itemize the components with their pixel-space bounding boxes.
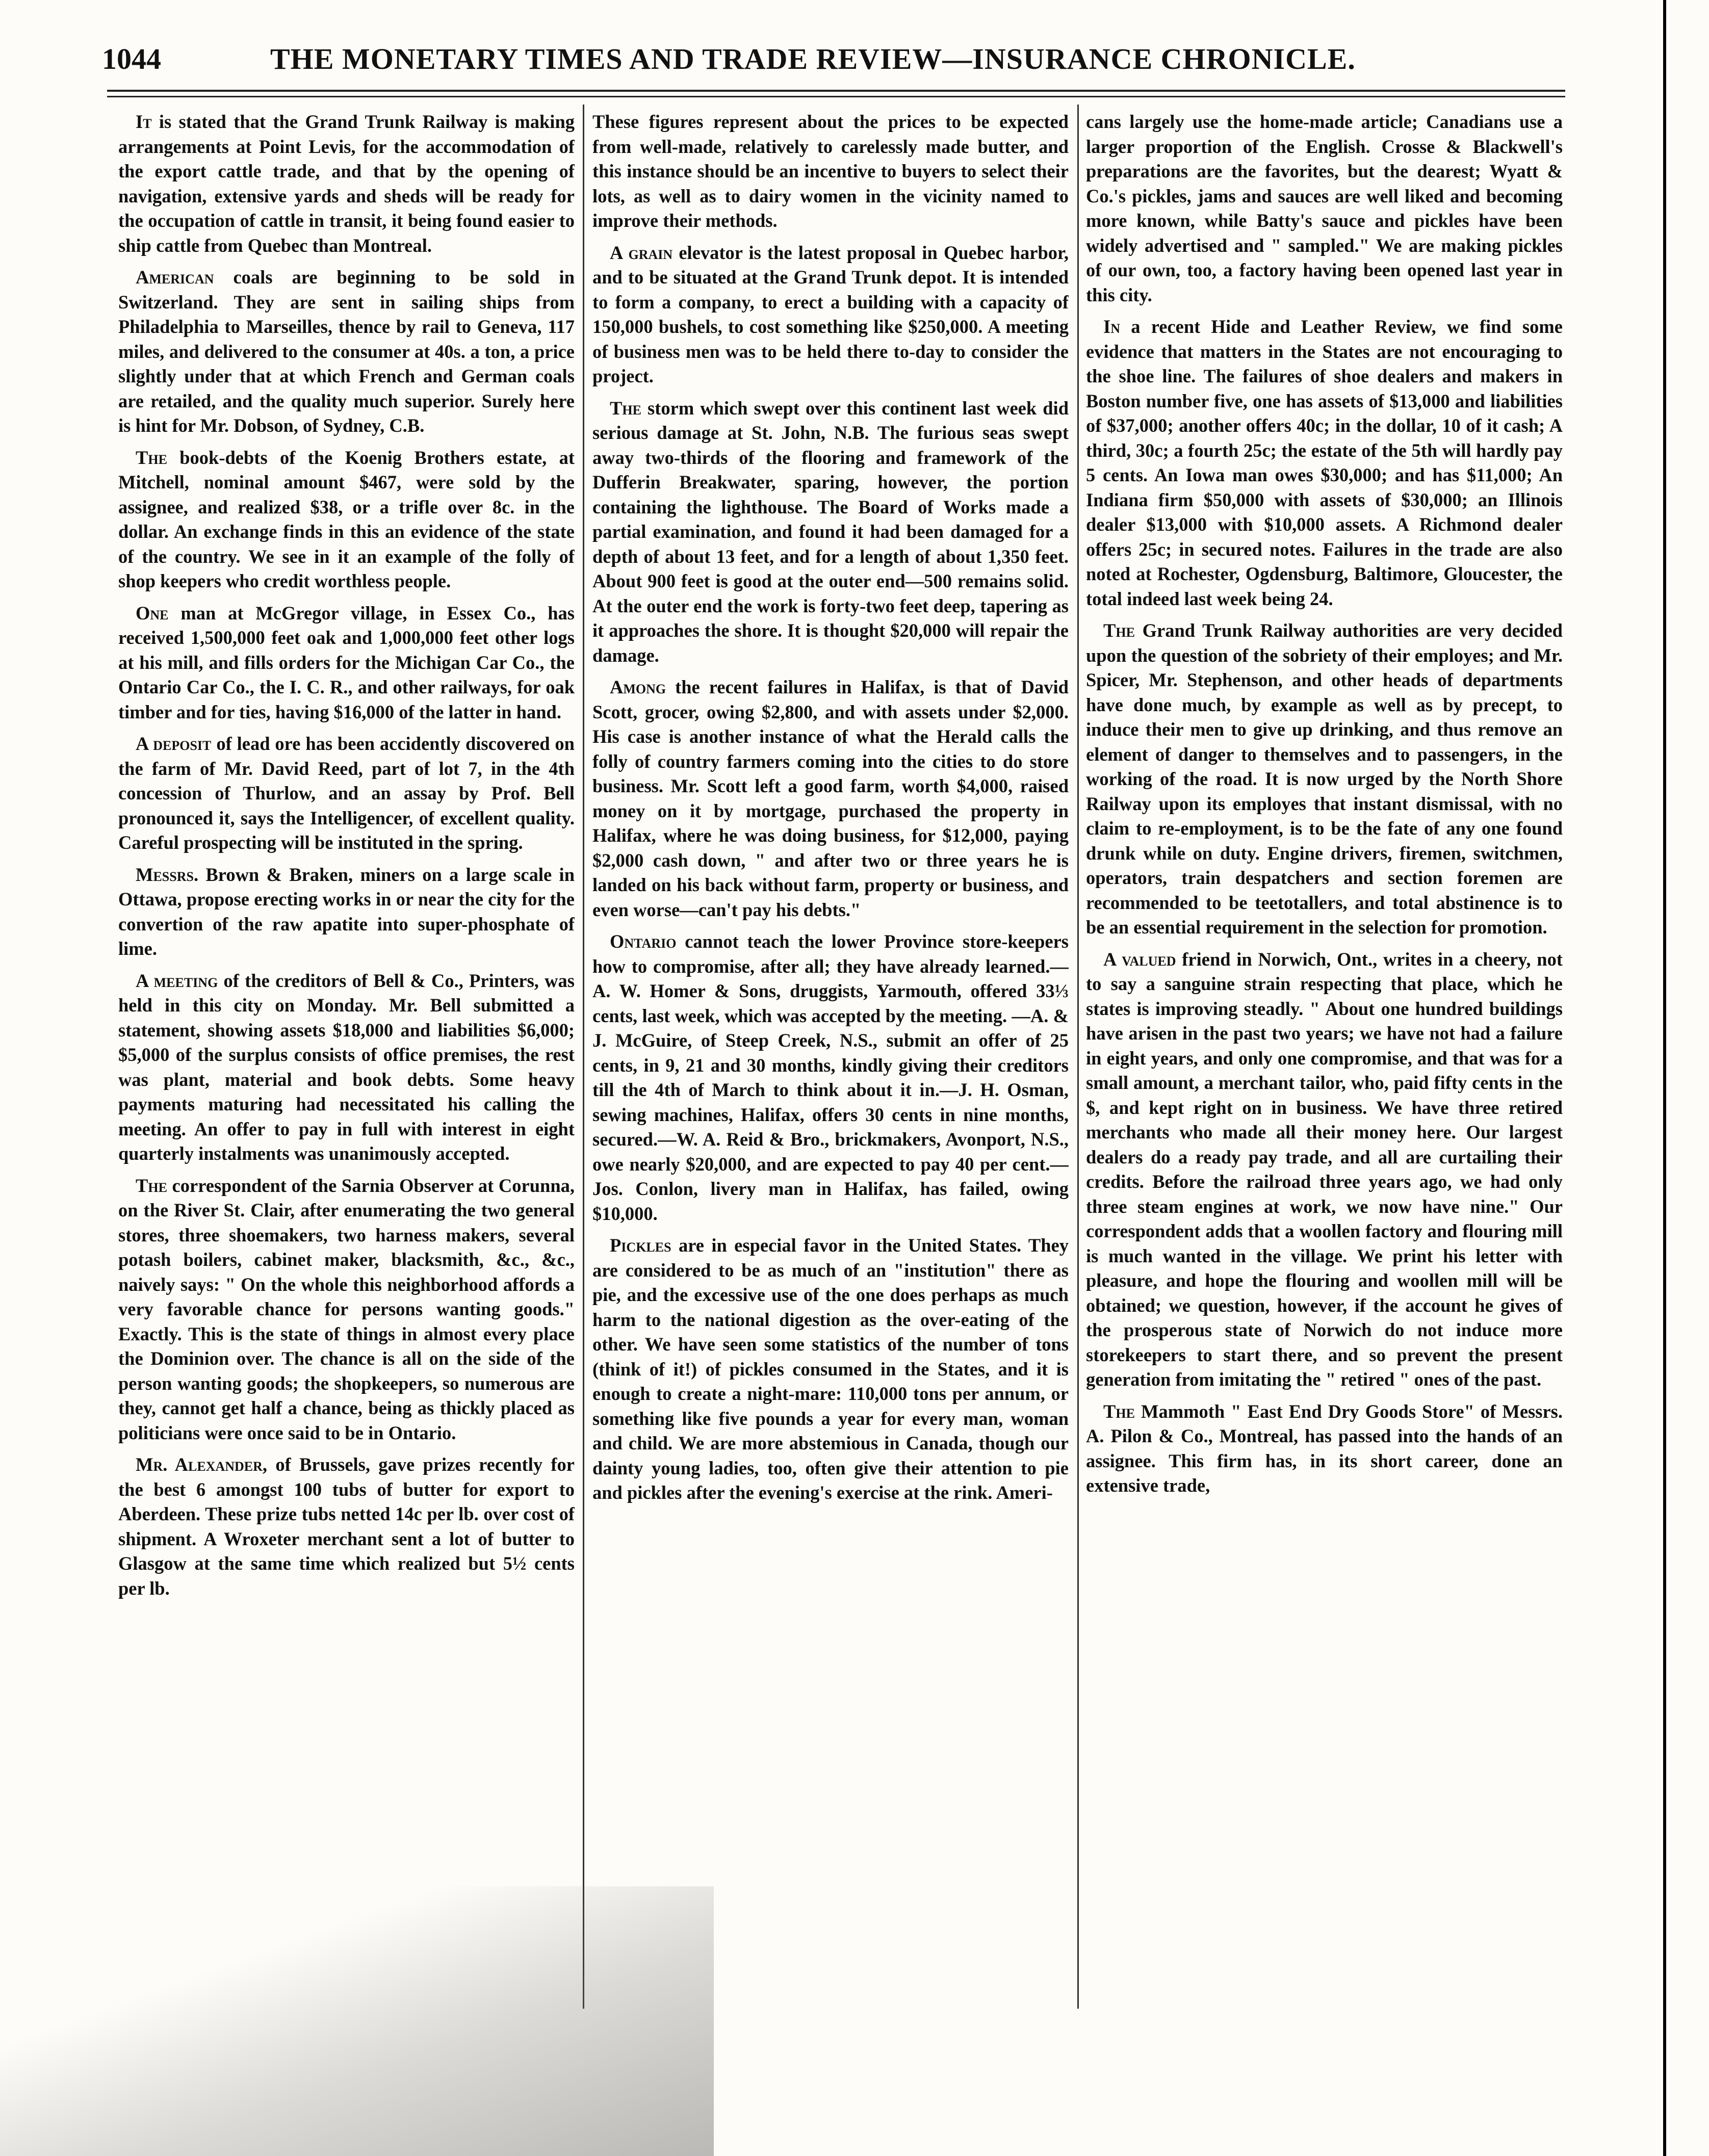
article-paragraph <box>118 1452 575 1601</box>
article-paragraph <box>592 1233 1069 1505</box>
article-paragraph <box>592 396 1069 668</box>
column-3 <box>1086 110 1563 2006</box>
article-paragraph <box>118 110 575 258</box>
paragraph-lead: A grain <box>610 242 673 263</box>
article-paragraph <box>1086 947 1563 1392</box>
paragraph-text: cans largely use the home-made article; Canadians use a larger proportion of the English. Crosse & Blackwell's preparations are the favorites, but the dearest; Wyatt & Co.'s pickles, jams and sauces are well liked and becoming more known, while Batty's sauce and pickles have been widely advertised and " sampled." We are making pickles of our own, too, a factory having been opened last year in this city. <box>1086 111 1563 305</box>
paragraph-text: friend in Norwich, Ont., writes in a cheery, not to say a sanguine strain respecting that place, which he states is improving steadly. " About one hundred buildings have arisen in the past two years; we have not had a failure in eight years, and only one compromise, and that was for a small amount, a merchant tailor, who, paid fifty cents in the $, and kept right on in business. We have three retired merchants who made all their money here. Our largest dealers do a ready pay trade, and all are curtailing their credits. Before the railroad three years ago, we had only three steam engines at work, we now have nine." Our correspondent adds that a woollen factory and flouring mill is much wanted in the village. We print his letter with pleasure, and hope the flouring and woollen mill will be obtained; we question, however, if the account he gives of the prosperous state of Norwich do not induce more storekeepers to start there, and so prevent the present generation from imitating the " retired " ones of the past. <box>1086 948 1563 1390</box>
paragraph-lead: A valued <box>1103 948 1176 970</box>
paragraph-text: of the creditors of Bell & Co., Printers, was held in this city on Monday. Mr. Bell submitted a statement, showing assets $18,000 and liabilities $6,000; $5,000 of the surplus consists of office premises, the rest was plant, material and book debts. Some heavy payments maturing had necessitated his calling the meeting. An offer to pay in full with interest in eight quarterly instalments was unanimously accepted. <box>118 970 575 1164</box>
article-paragraph <box>118 265 575 438</box>
paragraph-text: are in especial favor in the United States. They are considered to be as much of an "institution" there as pie, and the excessive use of the one does perhaps as much harm to the national digestion as the over-eating of the other. We have seen some statistics of the number of tons (think of it!) of pickles consumed in the States, and it is enough to create a night-mare: 110,000 tons per annum, or something like five pounds a year for every man, woman and child. We are more abstemious in Canada, though our dainty young ladies, too, often give their attention to pie and pickles after the evening's exercise at the rink. Ameri- <box>592 1235 1069 1503</box>
paragraph-lead: The <box>136 447 167 468</box>
column-1 <box>118 110 575 2006</box>
paragraph-text: coals are beginning to be sold in Switzerland. They are sent in sailing ships from Philadelphia to Marseilles, thence by rail to Geneva, 117 miles, and delivered to the consumer at 40s. a ton, a price slightly under that at which French and German coals are retailed, and the quality much superior. Surely here is hint for Mr. Dobson, of Sydney, C.B. <box>118 267 575 436</box>
paragraph-lead: Pickles <box>610 1235 671 1256</box>
column-2 <box>592 110 1069 2006</box>
page-edge <box>1663 0 1666 2156</box>
paragraph-text: of lead ore has been accidently discovered on the farm of Mr. David Reed, part of lot 7, in the 4th concession of Thurlow, and an assay by Prof. Bell pronounced it, says the Intelligencer, of excellent quality. Careful prospecting will be instituted in the spring. <box>118 733 575 853</box>
paragraph-text: Mammoth " East End Dry Goods Store" of Messrs. A. Pilon & Co., Montreal, has passed into the hands of an assignee. This firm has, in its short career, done an extensive trade, <box>1086 1400 1563 1496</box>
paragraph-text: cannot teach the lower Province store-keepers how to compromise, after all; they have already learned.—A. W. Homer & Sons, druggists, Yarmouth, offered 33⅓ cents, last week, which was accepted by the meeting. —A. & J. McGuire, of Steep Creek, N.S., submit an offer of 25 cents, in 9, 21 and 30 months, kindly giving their creditors till the 4th of March to think about it in.—J. H. Osman, sewing machines, Halifax, offers 30 cents in nine months, secured.—W. A. Reid & Bro., brickmakers, Avonport, N.S., owe nearly $20,000, and are expected to pay 40 per cent.—Jos. Conlon, livery man in Halifax, has failed, owing $10,000. <box>592 931 1069 1224</box>
paragraph-text: man at McGregor village, in Essex Co., has received 1,500,000 feet oak and 1,000,000 feet other logs at his mill, and fills orders for the Michigan Car Co., the Ontario Car Co., the I. C. R., and other railways, for oak timber and for ties, having $16,000 of the latter in hand. <box>118 602 575 722</box>
article-paragraph <box>118 446 575 594</box>
paragraph-lead: Among <box>610 677 666 697</box>
article-paragraph <box>1086 1399 1563 1498</box>
paragraph-text: Brown & Braken, miners on a large scale in Ottawa, propose erecting works in or near the city for the convertion of the raw apatite into super-phosphate of lime. <box>118 864 575 959</box>
header-rule <box>107 90 1565 92</box>
paragraph-lead: One <box>136 602 169 624</box>
article-paragraph <box>1086 315 1563 611</box>
paragraph-text: , of Brussels, gave prizes recently for the best 6 amongst 100 tubs of butter for export to Aberdeen. These prize tubs netted 14c per lb. over cost of shipment. A Wroxeter merchant sent a lot of butter to Glasgow at the same time which realized but 5½ cents per lb. <box>118 1454 575 1599</box>
paragraph-lead: It <box>136 111 152 132</box>
article-paragraph <box>118 969 575 1166</box>
article-paragraph <box>592 675 1069 922</box>
paragraph-lead: A meeting <box>136 970 218 991</box>
article-paragraph <box>1086 618 1563 940</box>
header-rule-thin <box>107 96 1565 97</box>
paragraph-text: correspondent of the Sarnia Observer at Corunna, on the River St. Clair, after enumerating the two general stores, three shoemakers, two harness makers, several potash boilers, cabinet maker, blacksmith, &c., &c., naively says: " On the whole this neighborhood affords a very favorable chance for persons wanting goods." Exactly. This is the state of things in almost every place the Dominion over. The chance is all on the side of the person wanting goods; the shopkeepers, so numerous are they, cannot get half a chance, being as thickly placed as politicians were once said to be in Ontario. <box>118 1175 575 1443</box>
article-paragraph <box>592 929 1069 1226</box>
paragraph-text: storm which swept over this continent last week did serious damage at St. John, N.B. The furious seas swept away two-thirds of the flooring and framework of the Dufferin Breakwater, sparing, however, the portion containing the lighthouse. The Board of Works made a partial examination, and found it had been damaged for a depth of about 13 feet, and for a length of about 1,350 feet. About 900 feet is good at the outer end—500 remains solid. At the outer end the work is forty-two feet deep, tapering as it approaches the shore. It is thought $20,000 will repair the damage. <box>592 397 1069 666</box>
paragraph-text: Grand Trunk Railway authorities are very decided upon the question of the sobriety of their employes; and Mr. Spicer, Mr. Stephenson, and other heads of departments have done much, by example as well as by precept, to induce their men to give up drinking, and thus remove an element of danger to themselves and to passengers, in the working of the road. It is now urged by the North Shore Railway upon its employes that instant dismissal, with no claim to re-employment, is to be the fate of any one found drunk while on duty. Engine drivers, firemen, switchmen, operators, train despatchers and section foremen are recommended to be teetotallers, and total abstinence is to be an essential requirement in the selection for promotion. <box>1086 620 1563 938</box>
paragraph-lead: Mr. Alexander <box>136 1454 263 1475</box>
paragraph-text: a recent Hide and Leather Review, we find some evidence that matters in the States are not encouraging to the shoe line. The failures of shoe dealers and makers in Boston number five, one has assets of $13,000 and liabilities of $37,000; another offers 40c; in the dollar, 10 of it cash; A third, 30c; a fourth 25c; the estate of the 5th will hardly pay 5 cents. An Iowa man owes $30,000; and has $11,000; An Indiana firm $50,000 with assets of $30,000; an Illinois dealer $13,000 with $10,000 assets. A Richmond dealer offers 25c; in secured notes. Failures in the trade are also noted at Rochester, Ogdensburg, Baltimore, Gloucester, the total indeed last week being 24. <box>1086 316 1563 609</box>
article-paragraph <box>118 863 575 962</box>
article-paragraph <box>118 601 575 725</box>
paragraph-lead: The <box>1103 620 1135 641</box>
paragraph-lead: The <box>136 1175 167 1196</box>
article-paragraph <box>118 732 575 855</box>
journal-title: THE MONETARY TIMES AND TRADE REVIEW—INSURANCE CHRONICLE. <box>270 42 1356 75</box>
paragraph-lead: The <box>610 397 641 419</box>
article-paragraph <box>592 241 1069 389</box>
paragraph-lead: Ontario <box>610 931 677 952</box>
column-divider <box>583 105 584 2009</box>
paragraph-text: These figures represent about the prices to be expected from well-made, relatively to carelessly made butter, and this instance should be an incentive to buyers to select their lots, as well as to dairy women in the vicinity named to improve their methods. <box>592 111 1069 231</box>
paragraph-lead: American <box>136 267 214 288</box>
column-divider <box>1077 105 1079 2009</box>
paragraph-text: book-debts of the Koenig Brothers estate, at Mitchell, nominal amount $467, were sold by the assignee, and realized $38, or a trifle over 8c. in the dollar. An exchange finds in this an evidence of the state of the country. We see in it an example of the folly of shop keepers who credit worthless people. <box>118 447 575 591</box>
paragraph-lead: The <box>1103 1400 1135 1422</box>
article-paragraph <box>592 110 1069 233</box>
paragraph-lead: Messrs. <box>136 864 199 885</box>
article-paragraph <box>118 1174 575 1446</box>
paragraph-text: the recent failures in Halifax, is that of David Scott, grocer, owing $2,800, and with assets under $2,000. His case is another instance of what the Herald calls the folly of country farmers coming into the cities to do store business. Mr. Scott left a good farm, worth $4,000, raised money on it by mortgage, purchased the property in Halifax, where he was doing business, for $12,000, paying $2,000 cash down, " and after two or three years he is landed on his back without farm, property or business, and even worse—can't pay his debts." <box>592 677 1069 920</box>
paragraph-text: elevator is the latest proposal in Quebec harbor, and to be situated at the Grand Trunk depot. It is intended to form a company, to erect a building with a capacity of 150,000 bushels, to cost something like $250,000. A meeting of business men was to be held there to-day to consider the project. <box>592 242 1069 386</box>
page-number: 1044 <box>102 42 161 75</box>
article-paragraph <box>1086 110 1563 307</box>
paragraph-text: is stated that the Grand Trunk Railway is making arrangements at Point Levis, for the accommodation of the export cattle trade, and that by the opening of navigation, extensive yards and sheds will be ready for the occupation of cattle in transit, it being found easier to ship cattle from Quebec than Montreal. <box>118 111 575 256</box>
paragraph-lead: In <box>1103 316 1120 337</box>
paragraph-lead: A deposit <box>136 733 212 754</box>
